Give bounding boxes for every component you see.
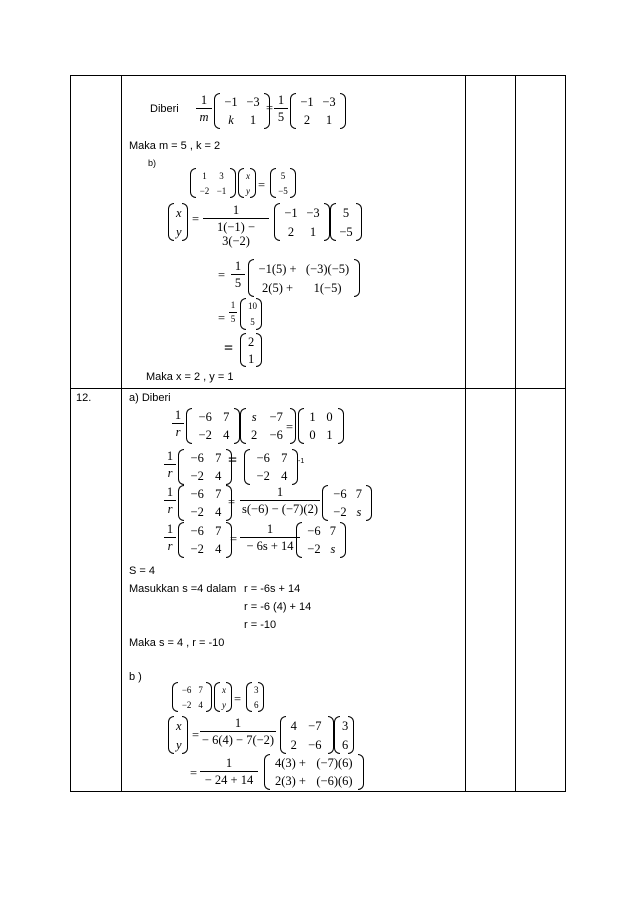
constant-vector: [334, 716, 354, 754]
matrix-cell: 4: [223, 428, 230, 442]
matrix-cell: s: [356, 505, 362, 519]
matrix-entries: [178, 682, 206, 712]
matrix-row: [328, 503, 366, 521]
matrix-row: [270, 754, 358, 772]
matrix-row: [336, 203, 356, 222]
matrix-cell: 7: [198, 684, 203, 695]
matrix-row: [184, 449, 226, 467]
matrix-row: [184, 522, 226, 540]
fraction: 1 5: [274, 93, 288, 124]
matrix-cell: y: [176, 737, 182, 752]
part-b-label: b): [148, 158, 157, 168]
matrix-cell: −3: [246, 95, 260, 109]
equals-sign: =: [192, 728, 200, 742]
equals-sign: =: [258, 178, 266, 192]
matrix-cell: s: [251, 410, 257, 424]
matrix-cell: −6: [181, 684, 192, 695]
question-number: 12.: [76, 392, 92, 404]
matrix-entries: [270, 754, 358, 790]
matrix-row: [184, 467, 226, 485]
matrix-entries: [302, 522, 340, 558]
matrix-entries: [192, 408, 234, 444]
fraction: 1 − 24 + 14: [200, 756, 258, 787]
matrix-entries: [276, 168, 290, 198]
matrix-entries: [250, 449, 292, 485]
matrix-cell: 4(3) +: [274, 756, 306, 770]
equals-sign: =: [192, 212, 200, 226]
result-s-r: Maka s = 4 , r = -10: [129, 637, 225, 649]
matrix-row: [280, 222, 324, 241]
matrix-row: [196, 168, 230, 183]
matrix-cell: 4: [290, 718, 297, 733]
right-paren: [354, 259, 360, 297]
matrix-row: [286, 716, 328, 735]
matrix-row: [184, 485, 226, 503]
matrix-row: [302, 540, 340, 558]
matrix-cell: 7: [215, 451, 222, 465]
matrix-entries: [304, 408, 338, 444]
matrix-p: [178, 485, 232, 521]
matrix-cell: 2: [251, 428, 258, 442]
system-matrix: [172, 682, 212, 712]
matrix-cell: (−3)(−5): [305, 261, 350, 276]
r-equation-3: r = -10: [244, 619, 277, 631]
matrix-row: [246, 408, 290, 426]
matrix-cell: −2: [190, 505, 204, 519]
matrix-cell: 2(5) +: [262, 280, 294, 295]
matrix-cell: 4: [281, 469, 288, 483]
fraction: 1 r: [164, 449, 176, 480]
equals-sign: =: [230, 532, 238, 546]
matrix-row: [178, 697, 206, 712]
matrix-cell: 1: [309, 224, 317, 239]
matrix-row: [192, 426, 234, 444]
matrix-cell: 5: [250, 317, 255, 327]
matrix-entries: [184, 522, 226, 558]
xy-vector: [168, 716, 188, 754]
matrix-cell: −5: [339, 224, 353, 239]
matrix-cell: 7: [355, 487, 363, 501]
matrix-row: [254, 278, 354, 297]
matrix-cell: y: [176, 224, 182, 239]
matrix-row: [254, 259, 354, 278]
matrix-b: [290, 93, 346, 129]
row-divider: [71, 388, 565, 389]
matrix-cell: −6: [190, 487, 204, 501]
right-paren: [206, 682, 212, 712]
matrix-cell: 0: [309, 428, 316, 442]
matrix-cell: −6: [190, 524, 204, 538]
diberi-label: Diberi: [150, 103, 179, 115]
equals-sign: =: [266, 101, 274, 115]
matrix-entries: [246, 408, 290, 444]
matrix-cell: 1: [248, 351, 255, 366]
equals-sign: =: [218, 268, 226, 282]
result-x-y: Maka x = 2 , y = 1: [146, 371, 234, 383]
part-b-label: b ): [129, 671, 142, 683]
matrix-cell: −6: [308, 737, 322, 752]
right-paren: [340, 93, 346, 129]
part-a-label: a) Diberi: [129, 392, 171, 404]
fraction: 1 5: [230, 300, 236, 324]
result-matrix: [322, 485, 372, 521]
right-paren: [256, 333, 262, 367]
matrix-cell: 3: [342, 718, 349, 733]
matrix-row: [280, 203, 324, 222]
matrix-cell: −2: [190, 542, 204, 556]
matrix-cell: 1(−5): [313, 280, 342, 295]
matrix-cell: x: [176, 205, 182, 220]
right-paren: [358, 754, 364, 790]
matrix-cell: x: [176, 718, 182, 733]
matrix-cell: (−6)(6): [316, 774, 353, 788]
matrix-cell: −2: [198, 428, 212, 442]
matrix-cell: 1: [249, 113, 257, 127]
matrix-cell: −1(5) +: [258, 261, 297, 276]
matrix-cell: 0: [326, 410, 333, 424]
matrix-row: [184, 540, 226, 558]
matrix-row: [192, 408, 234, 426]
matrix-cell: −2: [256, 469, 270, 483]
matrix-cell: −6: [307, 524, 321, 538]
matrix-cell: −2: [199, 185, 210, 196]
equals-sign: =: [286, 420, 294, 434]
unknown-vector: [238, 168, 256, 198]
constant-vector: [270, 168, 296, 198]
matrix-cell: −6: [190, 451, 204, 465]
matrix-entries: [184, 485, 226, 521]
matrix-row: [246, 350, 256, 367]
right-paren: [356, 203, 362, 241]
matrix-row: [246, 426, 290, 444]
matrix-cell: 10: [248, 301, 257, 311]
matrix-row: [196, 183, 230, 198]
matrix-cell: 7: [281, 451, 288, 465]
matrix-row: [178, 682, 206, 697]
inverse-matrix: [280, 716, 334, 754]
matrix-cell: s: [330, 542, 336, 556]
matrix-cell: 7: [215, 487, 222, 501]
matrix-cell: 4: [215, 469, 222, 483]
fraction: 1 r: [164, 485, 176, 516]
matrix-entries: [286, 716, 328, 754]
right-paren: [182, 203, 188, 241]
matrix-a: [214, 93, 270, 129]
matrix-cell: 3: [219, 170, 224, 181]
substitute-label: Masukkan s =4 dalam: [129, 583, 237, 595]
matrix-cell: 5: [342, 205, 350, 220]
right-paren: [340, 522, 346, 558]
matrix-p: [178, 522, 232, 558]
matrix-row: [220, 111, 264, 129]
equals-sign: =: [234, 692, 242, 706]
matrix-cell: 7: [215, 524, 222, 538]
xy-vector: [168, 203, 188, 241]
matrix-row: [302, 522, 340, 540]
matrix-row: [286, 735, 328, 754]
column-divider: [465, 76, 466, 791]
s-value: S = 4: [129, 565, 155, 577]
matrix-row: [304, 426, 338, 444]
result-matrix: [296, 522, 346, 558]
right-paren: [258, 682, 264, 712]
fraction: 1 r: [164, 522, 176, 553]
matrix-cell: 6: [342, 737, 349, 752]
matrix-cell: 1: [202, 170, 207, 181]
matrix-row: [220, 93, 264, 111]
matrix-cell: 4: [198, 699, 203, 710]
matrix-entries: [220, 93, 264, 129]
matrix-cell: −6: [333, 487, 347, 501]
r-equation-1: r = -6s + 14: [244, 583, 301, 595]
equals-sign: =: [228, 452, 238, 469]
matrix-cell: −2: [307, 542, 321, 556]
fraction: 1 s(−6) − (−7)(2): [242, 485, 318, 516]
matrix-row: [296, 93, 340, 111]
matrix-cell: −1: [284, 205, 298, 220]
matrix-cell: −7: [269, 410, 283, 424]
identity-matrix: [298, 408, 344, 444]
matrix-entries: [184, 449, 226, 485]
matrix-entries: [296, 93, 340, 129]
matrix-cell: 3: [254, 684, 259, 695]
matrix-cell: y: [222, 699, 226, 710]
matrix-cell: (−7)(6): [316, 756, 353, 770]
matrix-entries: [328, 485, 366, 521]
matrix-cell: 1: [309, 410, 316, 424]
matrix-row: [296, 111, 340, 129]
column-divider: [515, 76, 516, 791]
product-matrix: [248, 259, 360, 297]
matrix-row: [336, 222, 356, 241]
matrix-cell: x: [246, 170, 250, 181]
r-equation-2: r = -6 (4) + 14: [244, 601, 312, 613]
matrix-row: [270, 772, 358, 790]
right-paren: [366, 485, 372, 521]
matrix-cell: −6: [198, 410, 212, 424]
fraction: 1 − 6s + 14: [240, 522, 300, 553]
matrix-row: [276, 168, 290, 183]
column-divider: [121, 76, 122, 791]
right-paren: [338, 408, 344, 444]
constant-vector: [330, 203, 362, 241]
matrix-cell: −1: [216, 185, 227, 196]
fraction: 1 5: [231, 259, 245, 290]
fraction: 1 1(−1) − 3(−2): [203, 203, 269, 248]
right-paren: [226, 682, 232, 712]
matrix-cell: 4: [215, 505, 222, 519]
fraction: 1 r: [172, 408, 184, 439]
matrix-p: [186, 408, 240, 444]
matrix-row: [250, 449, 292, 467]
matrix-cell: k: [228, 113, 234, 127]
matrix-cell: −2: [333, 505, 347, 519]
matrix-cell: 2: [287, 224, 295, 239]
matrix-cell: 5: [280, 170, 286, 181]
right-paren: [182, 716, 188, 754]
right-paren: [230, 168, 236, 198]
inverse-superscript: -1: [298, 458, 305, 465]
matrix-cell: −2: [181, 699, 192, 710]
matrix-cell: 7: [329, 524, 337, 538]
matrix-cell: 7: [223, 410, 230, 424]
result-m-k: Maka m = 5 , k = 2: [129, 140, 221, 152]
matrix-row: [246, 333, 256, 350]
matrix-cell: 2: [303, 113, 311, 127]
matrix-entries: [336, 203, 356, 241]
matrix-cell: x: [222, 684, 226, 695]
matrix-cell: 1: [326, 428, 333, 442]
product-matrix: [264, 754, 364, 790]
matrix-entries: [246, 333, 256, 367]
inverse-matrix: [274, 203, 330, 241]
matrix-p: [178, 449, 232, 485]
matrix-cell: 2: [248, 334, 255, 349]
equals-sign: =: [190, 766, 198, 780]
matrix-row: [304, 408, 338, 426]
matrix-entries: [196, 168, 230, 198]
equals-sign: =: [228, 495, 236, 509]
matrix-cell: y: [246, 185, 250, 196]
matrix-cell: 2(3) +: [274, 774, 306, 788]
matrix-cell: −1: [224, 95, 238, 109]
right-paren: [290, 168, 296, 198]
matrix-cell: −2: [190, 469, 204, 483]
right-paren: [256, 298, 262, 330]
matrix-cell: −5: [278, 185, 288, 196]
result-vector: [240, 298, 262, 330]
system-matrix: [190, 168, 236, 198]
matrix-q: [244, 449, 298, 485]
matrix-cell: −6: [256, 451, 270, 465]
matrix-row: [250, 467, 292, 485]
matrix-row: [328, 485, 366, 503]
unknown-vector: [214, 682, 232, 712]
fraction: 1 m: [196, 93, 212, 124]
matrix-row: [184, 503, 226, 521]
matrix-cell: −1: [300, 95, 314, 109]
matrix-cell: −7: [308, 718, 322, 733]
matrix-cell: −6: [269, 428, 283, 442]
matrix-cell: 2: [290, 737, 297, 752]
matrix-row: [276, 183, 290, 198]
right-paren: [348, 716, 354, 754]
equals-sign: =: [224, 340, 234, 357]
matrix-cell: −3: [306, 205, 320, 220]
constant-vector: [246, 682, 264, 712]
equals-sign: =: [218, 311, 226, 325]
right-paren: [250, 168, 256, 198]
matrix-cell: 1: [325, 113, 333, 127]
matrix-cell: 6: [254, 699, 259, 710]
matrix-cell: −3: [322, 95, 336, 109]
matrix-entries: [254, 259, 354, 297]
matrix-cell: 4: [215, 542, 222, 556]
fraction: 1 − 6(4) − 7(−2): [201, 716, 275, 747]
matrix-entries: [280, 203, 324, 241]
solution-vector: [240, 333, 262, 367]
